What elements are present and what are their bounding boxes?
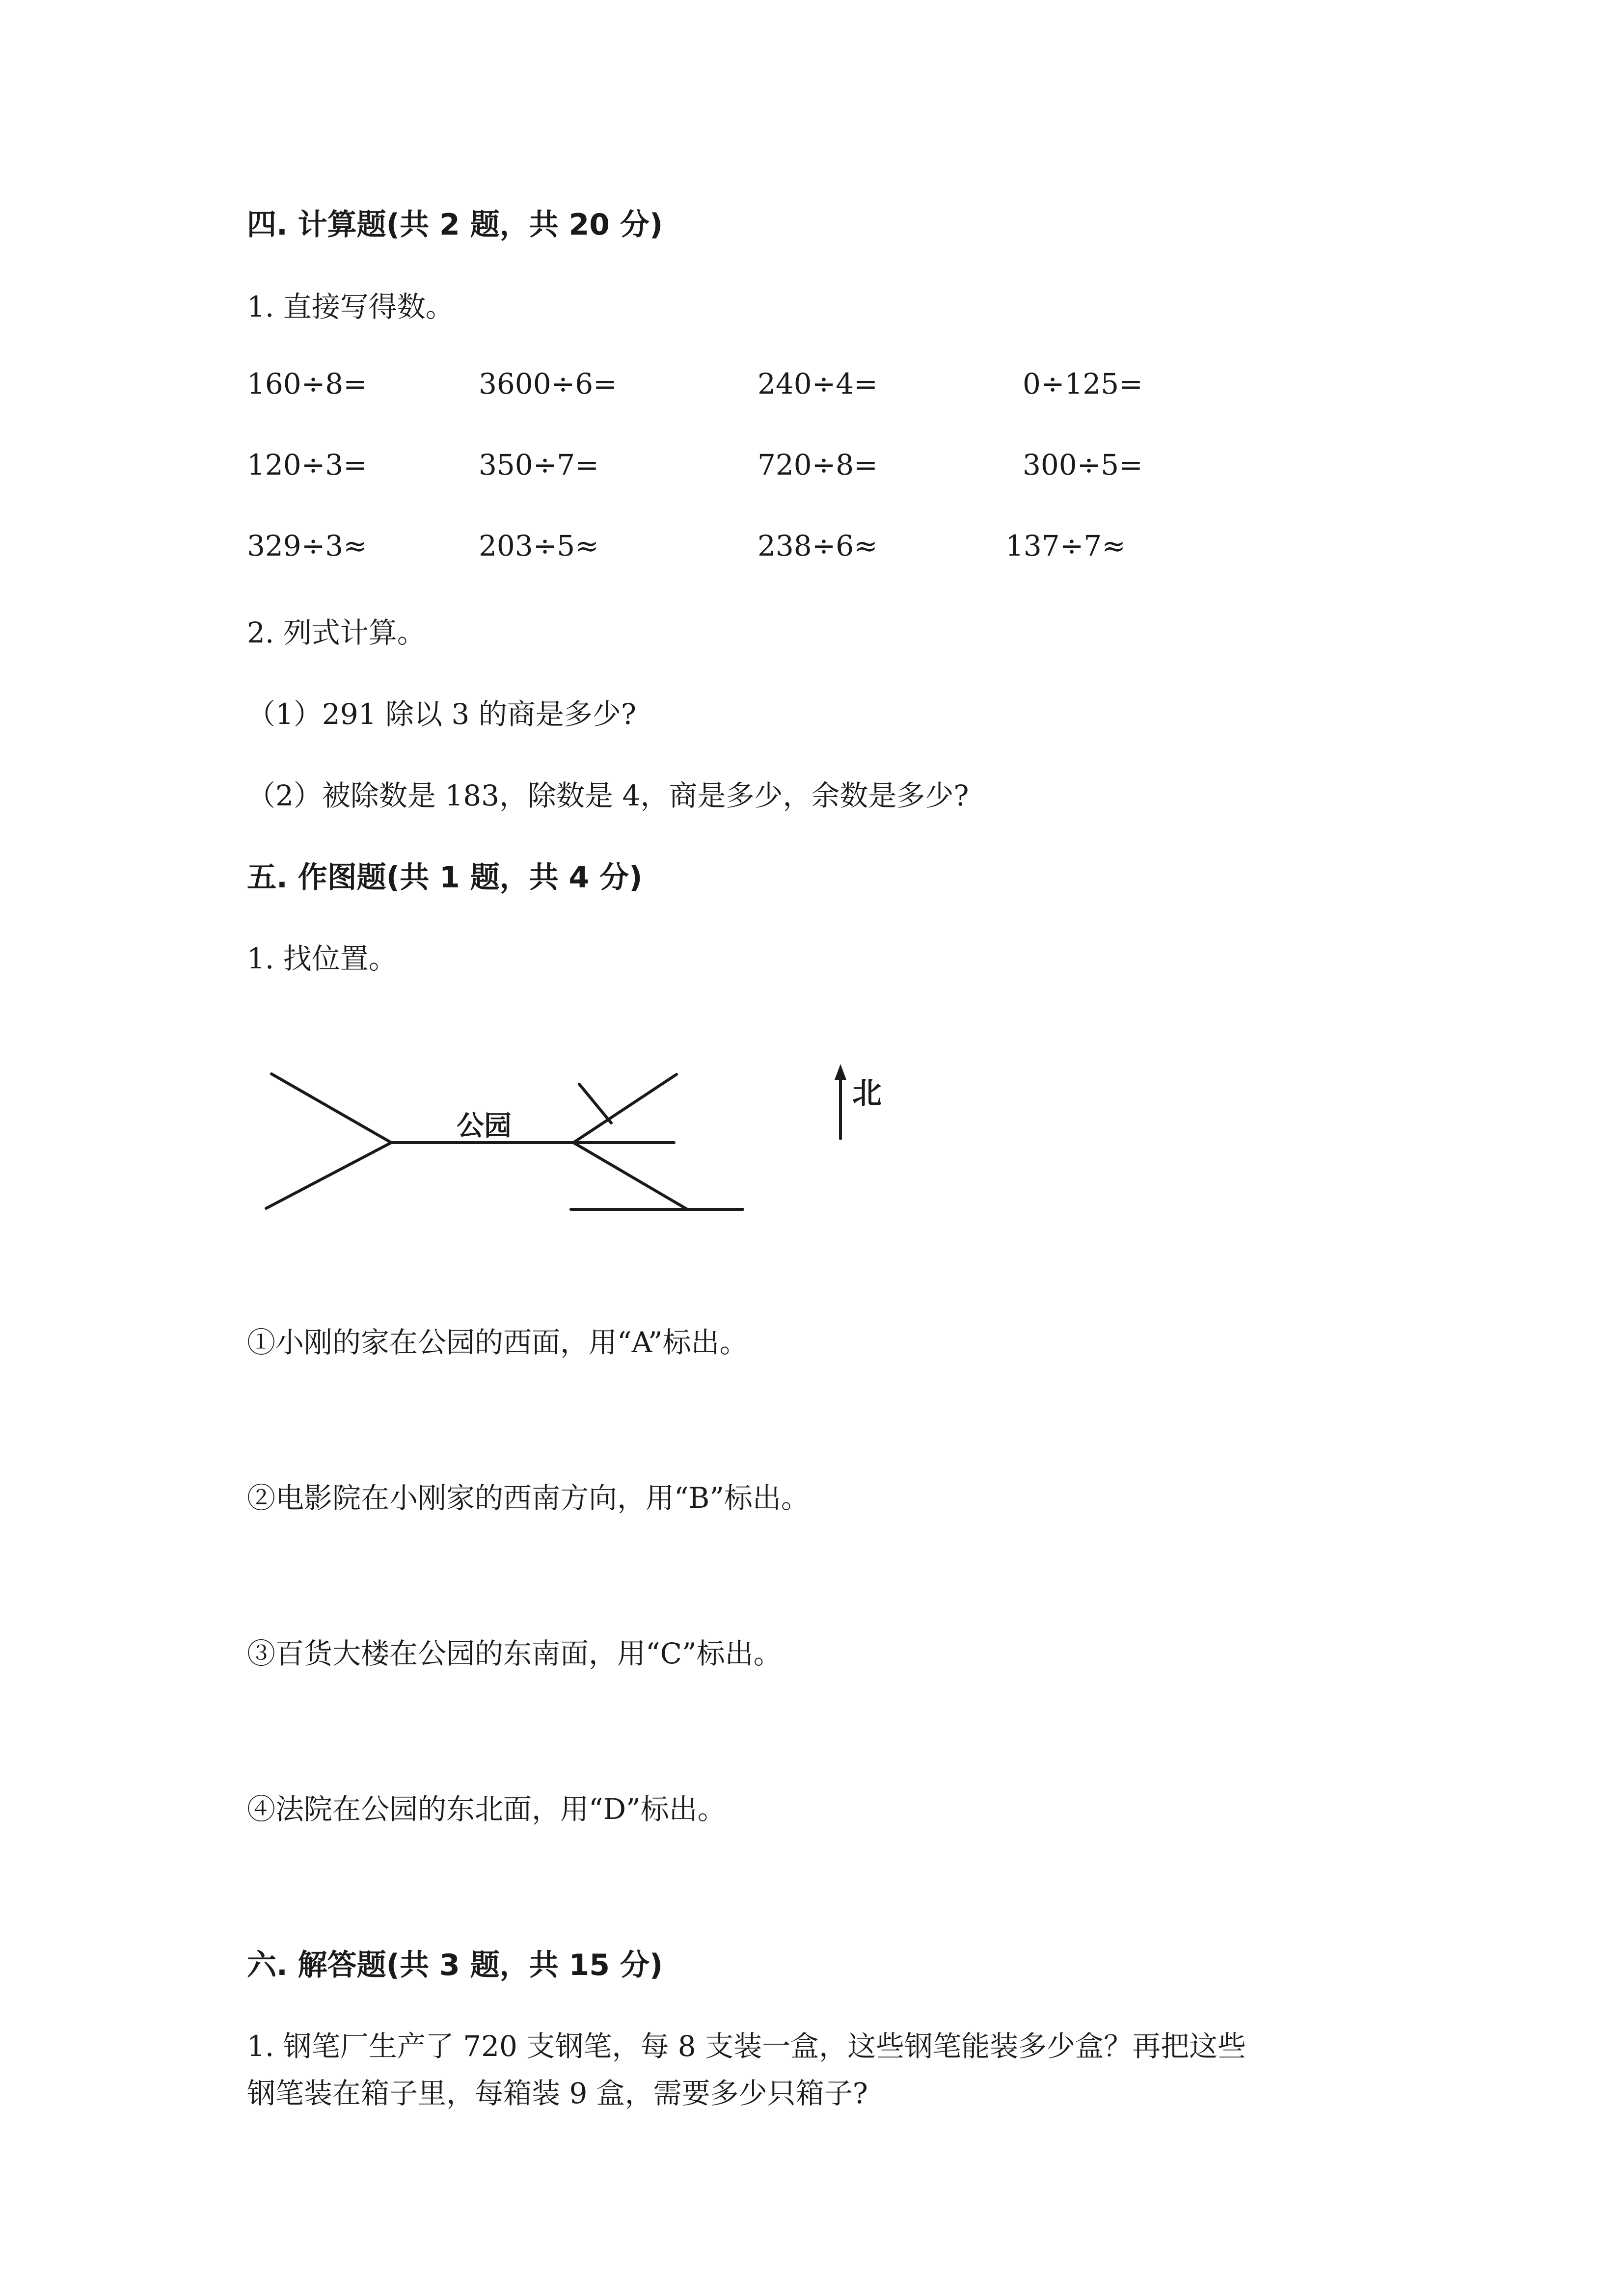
calc-item: 329÷3≈ — [247, 529, 367, 562]
calc-item: 120÷3= — [247, 448, 367, 481]
calc-item: 240÷4= — [758, 367, 878, 400]
q4-2-prompt: 2. 列式计算。 — [247, 616, 426, 649]
calc-item: 3600÷6= — [479, 367, 617, 400]
calc-item: 0÷125= — [1023, 367, 1143, 400]
calc-item: 160÷8= — [247, 367, 367, 400]
north-label: 北 — [852, 1076, 882, 1111]
road-west-lower — [266, 1143, 391, 1208]
section-5-title: 五. 作图题(共 1 题，共 4 分) — [247, 860, 643, 895]
q6-1-line-1: 1. 钢笔厂生产了 720 支钢笔，每 8 支装一盒，这些钢笔能装多少盒？再把这些 — [247, 2029, 1246, 2063]
park-label: 公园 — [457, 1110, 512, 1142]
road-se — [573, 1143, 687, 1209]
map-task-2: ②电影院在小刚家的西南方向，用“B”标出。 — [247, 1481, 810, 1515]
calc-item: 720÷8= — [758, 448, 878, 481]
q5-1-prompt: 1. 找位置。 — [247, 942, 397, 975]
calc-item: 137÷7≈ — [1005, 529, 1126, 562]
map-task-3: ③百货大楼在公园的东南面，用“C”标出。 — [247, 1637, 782, 1670]
north-arrow-head — [835, 1064, 846, 1080]
calc-item: 350÷7= — [479, 448, 599, 481]
section-6-title: 六. 解答题(共 3 题，共 15 分) — [247, 1948, 663, 1982]
q4-2-item-1: （1）291 除以 3 的商是多少? — [247, 697, 636, 731]
q4-1-prompt: 1. 直接写得数。 — [247, 290, 454, 323]
calc-item: 238÷6≈ — [758, 529, 878, 562]
map-task-1: ①小刚的家在公园的西面，用“A”标出。 — [247, 1326, 748, 1359]
q4-2-item-2: （2）被除数是 183，除数是 4，商是多少，余数是多少? — [247, 779, 969, 812]
calc-item: 203÷5≈ — [479, 529, 599, 562]
q6-1-line-2: 钢笔装在箱子里，每箱装 9 盒，需要多少只箱子? — [247, 2077, 868, 2110]
road-ne-long — [573, 1074, 677, 1143]
map-task-4: ④法院在公园的东北面，用“D”标出。 — [247, 1792, 726, 1826]
calc-item: 300÷5= — [1023, 448, 1143, 481]
road-west-upper — [271, 1074, 391, 1143]
section-4-title: 四. 计算题(共 2 题，共 20 分) — [247, 208, 663, 242]
road-ne-short — [579, 1084, 611, 1123]
